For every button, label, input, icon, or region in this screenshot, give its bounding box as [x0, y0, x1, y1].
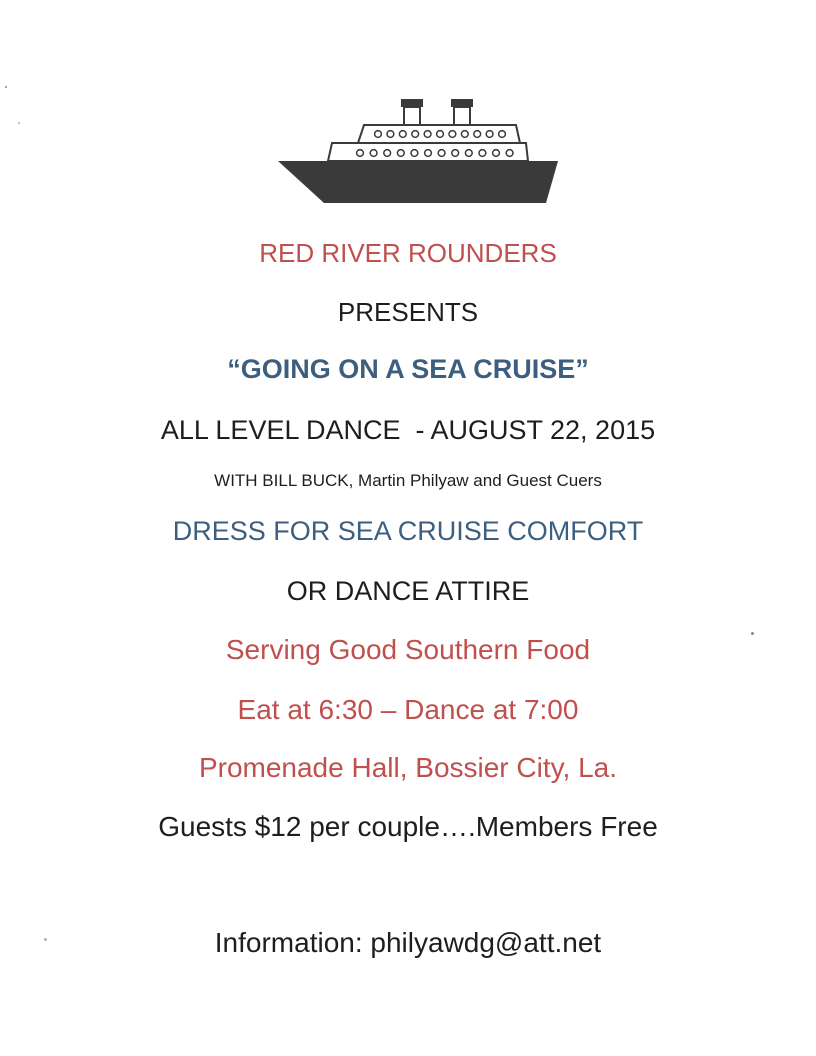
presents-text: PRESENTS: [337, 297, 479, 327]
scan-speck: [18, 122, 20, 124]
dress-code-line: DRESS FOR SEA CRUISE COMFORT: [172, 516, 644, 546]
porthole: [412, 131, 419, 138]
smokestack-left: [401, 99, 423, 107]
porthole: [506, 150, 513, 157]
dance-date-line: ALL LEVEL DANCE - AUGUST 22, 2015: [160, 415, 656, 445]
porthole: [438, 150, 445, 157]
porthole: [375, 131, 382, 138]
location-line: Promenade Hall, Bossier City, La.: [198, 752, 618, 783]
porthole: [387, 131, 394, 138]
event-name-heading: “GOING ON A SEA CRUISE”: [227, 354, 589, 384]
scan-speck: [44, 938, 47, 941]
club-name-heading: RED RIVER ROUNDERS: [259, 238, 557, 268]
porthole: [479, 150, 486, 157]
food-line: Serving Good Southern Food: [225, 634, 591, 665]
scan-speck: [751, 632, 754, 635]
porthole: [397, 150, 404, 157]
porthole: [499, 131, 506, 138]
porthole: [384, 150, 391, 157]
smokestack-left-body: [404, 107, 420, 125]
porthole: [465, 150, 472, 157]
porthole: [411, 150, 418, 157]
schedule-line: Eat at 6:30 – Dance at 7:00: [237, 694, 579, 725]
porthole: [493, 150, 500, 157]
contact-info-line: Information: philyawdg@att.net: [214, 927, 602, 958]
attire-line: OR DANCE ATTIRE: [286, 576, 530, 606]
ship-hull: [278, 161, 558, 203]
porthole: [474, 131, 481, 138]
smokestack-right-body: [454, 107, 470, 125]
porthole: [399, 131, 406, 138]
cruise-ship-icon: [276, 93, 560, 205]
scan-speck: [5, 86, 7, 88]
price-line: Guests $12 per couple….Members Free: [158, 811, 658, 842]
porthole: [357, 150, 364, 157]
porthole: [452, 150, 459, 157]
porthole: [461, 131, 468, 138]
porthole: [425, 150, 432, 157]
porthole: [370, 150, 377, 157]
porthole: [424, 131, 431, 138]
porthole: [437, 131, 444, 138]
callers-line: WITH BILL BUCK, Martin Philyaw and Guest Cuers: [214, 471, 602, 490]
porthole: [486, 131, 493, 138]
smokestack-right: [451, 99, 473, 107]
porthole: [449, 131, 456, 138]
